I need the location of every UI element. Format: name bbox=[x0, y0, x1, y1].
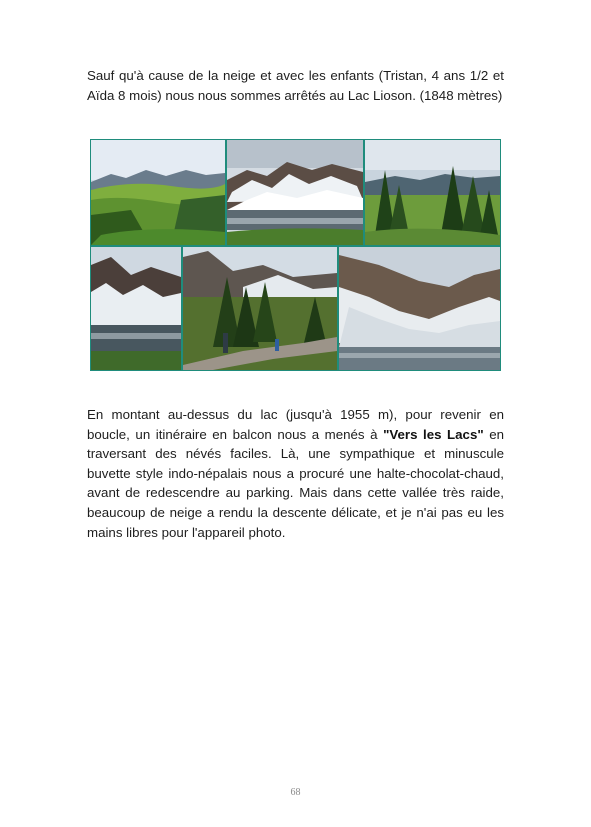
photo-family-hike bbox=[183, 247, 337, 370]
photo-green-pasture bbox=[91, 140, 225, 245]
photo-pine-forest bbox=[365, 140, 500, 245]
photo-lake-mountain-left bbox=[91, 247, 181, 370]
page-number: 68 bbox=[290, 787, 301, 798]
paragraph-ascent-highlight: "Vers les Lacs" bbox=[383, 426, 484, 442]
paragraph-intro: Sauf qu'à cause de la neige et avec les enfants (Tristan, 4 ans 1/2 et Aïda 8 mois) nous nous sommes arrêtés au Lac Lioson. (1848 mètres) bbox=[87, 68, 504, 103]
photo-collage bbox=[90, 139, 501, 371]
photo-snowy-lake bbox=[227, 140, 363, 245]
paragraph-ascent-part1: En montant au-dessus du lac (jusqu'à 1955 m), pour revenir en boucle, un itinéraire en balcon nous a menés à bbox=[87, 407, 504, 442]
photo-snow-valley-lake bbox=[339, 247, 500, 370]
paragraph-ascent bbox=[87, 405, 504, 542]
paragraph-ascent-part2: en traversant des névés faciles. Là, une sympathique et minuscule buvette style indo-népalais nous a procuré une halte-chocolat-chaud, avant de redescendre au parking. Mais dans cette vallée très raide, beaucoup de neige a rendu la descente délicate, et je n'ai pas eu les mains libres pour l'appareil photo. bbox=[87, 426, 504, 540]
